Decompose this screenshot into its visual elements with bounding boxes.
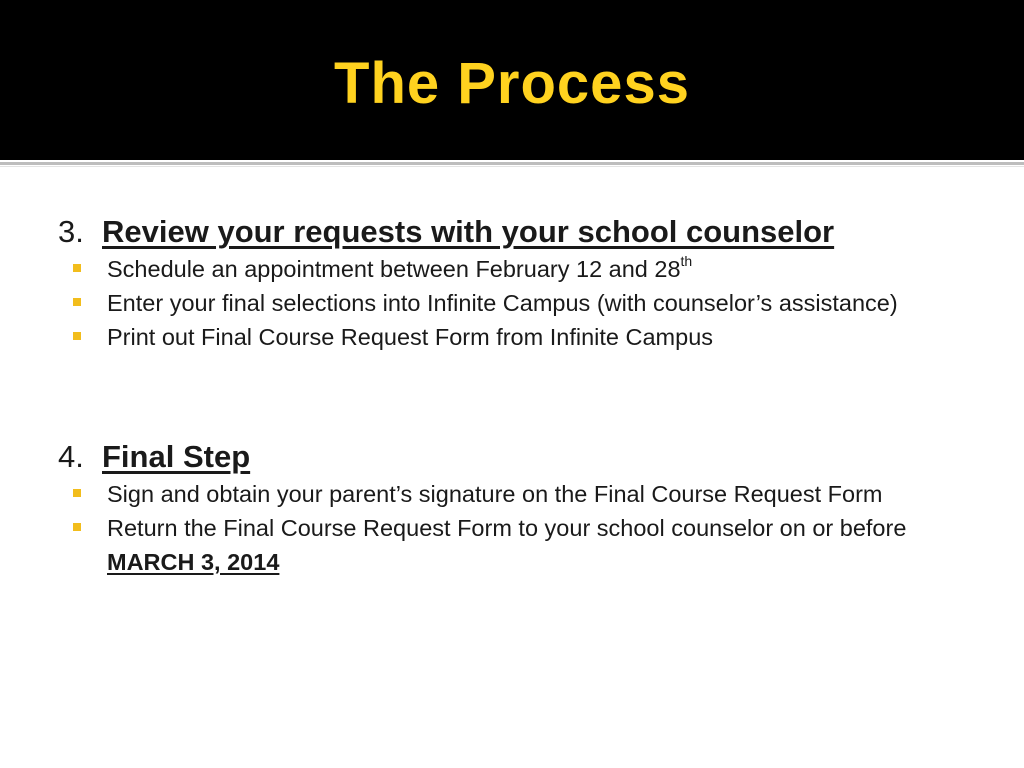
bullet-text: Enter your final selections into Infinite Campus (with counselor’s assistance) — [107, 290, 898, 316]
bullet-list — [58, 252, 938, 354]
title-bar — [0, 0, 1024, 160]
section-heading — [58, 212, 938, 252]
deadline-date: MARCH 3, 2014 — [107, 549, 280, 575]
section-step-4 — [58, 437, 938, 579]
bullet-item — [58, 320, 938, 354]
bullet-list — [58, 477, 938, 579]
bullet-item — [58, 286, 938, 320]
square-bullet-icon — [73, 264, 81, 272]
section-heading — [58, 437, 938, 477]
step-title: Final Step — [102, 439, 251, 474]
square-bullet-icon — [73, 332, 81, 340]
square-bullet-icon — [73, 523, 81, 531]
step-number: 3. — [58, 214, 84, 249]
title-divider — [0, 162, 1024, 165]
step-title: Review your requests with your school counselor — [102, 214, 835, 249]
slide-title: The Process — [334, 51, 690, 116]
bullet-text: Return the Final Course Request Form to your school counselor on or before — [107, 515, 907, 541]
step-number: 4. — [58, 439, 84, 474]
section-step-3 — [58, 212, 938, 354]
ordinal-suffix: th — [680, 253, 693, 270]
bullet-item — [58, 252, 938, 286]
bullet-text: Print out Final Course Request Form from Infinite Campus — [107, 324, 714, 350]
bullet-text: Schedule an appointment between February 12 and 28 — [107, 256, 681, 282]
square-bullet-icon — [73, 489, 81, 497]
bullet-item — [58, 477, 938, 511]
square-bullet-icon — [73, 298, 81, 306]
bullet-item — [58, 511, 938, 579]
title-divider-shadow — [0, 166, 1024, 167]
bullet-text: Sign and obtain your parent’s signature on the Final Course Request Form — [107, 481, 883, 507]
